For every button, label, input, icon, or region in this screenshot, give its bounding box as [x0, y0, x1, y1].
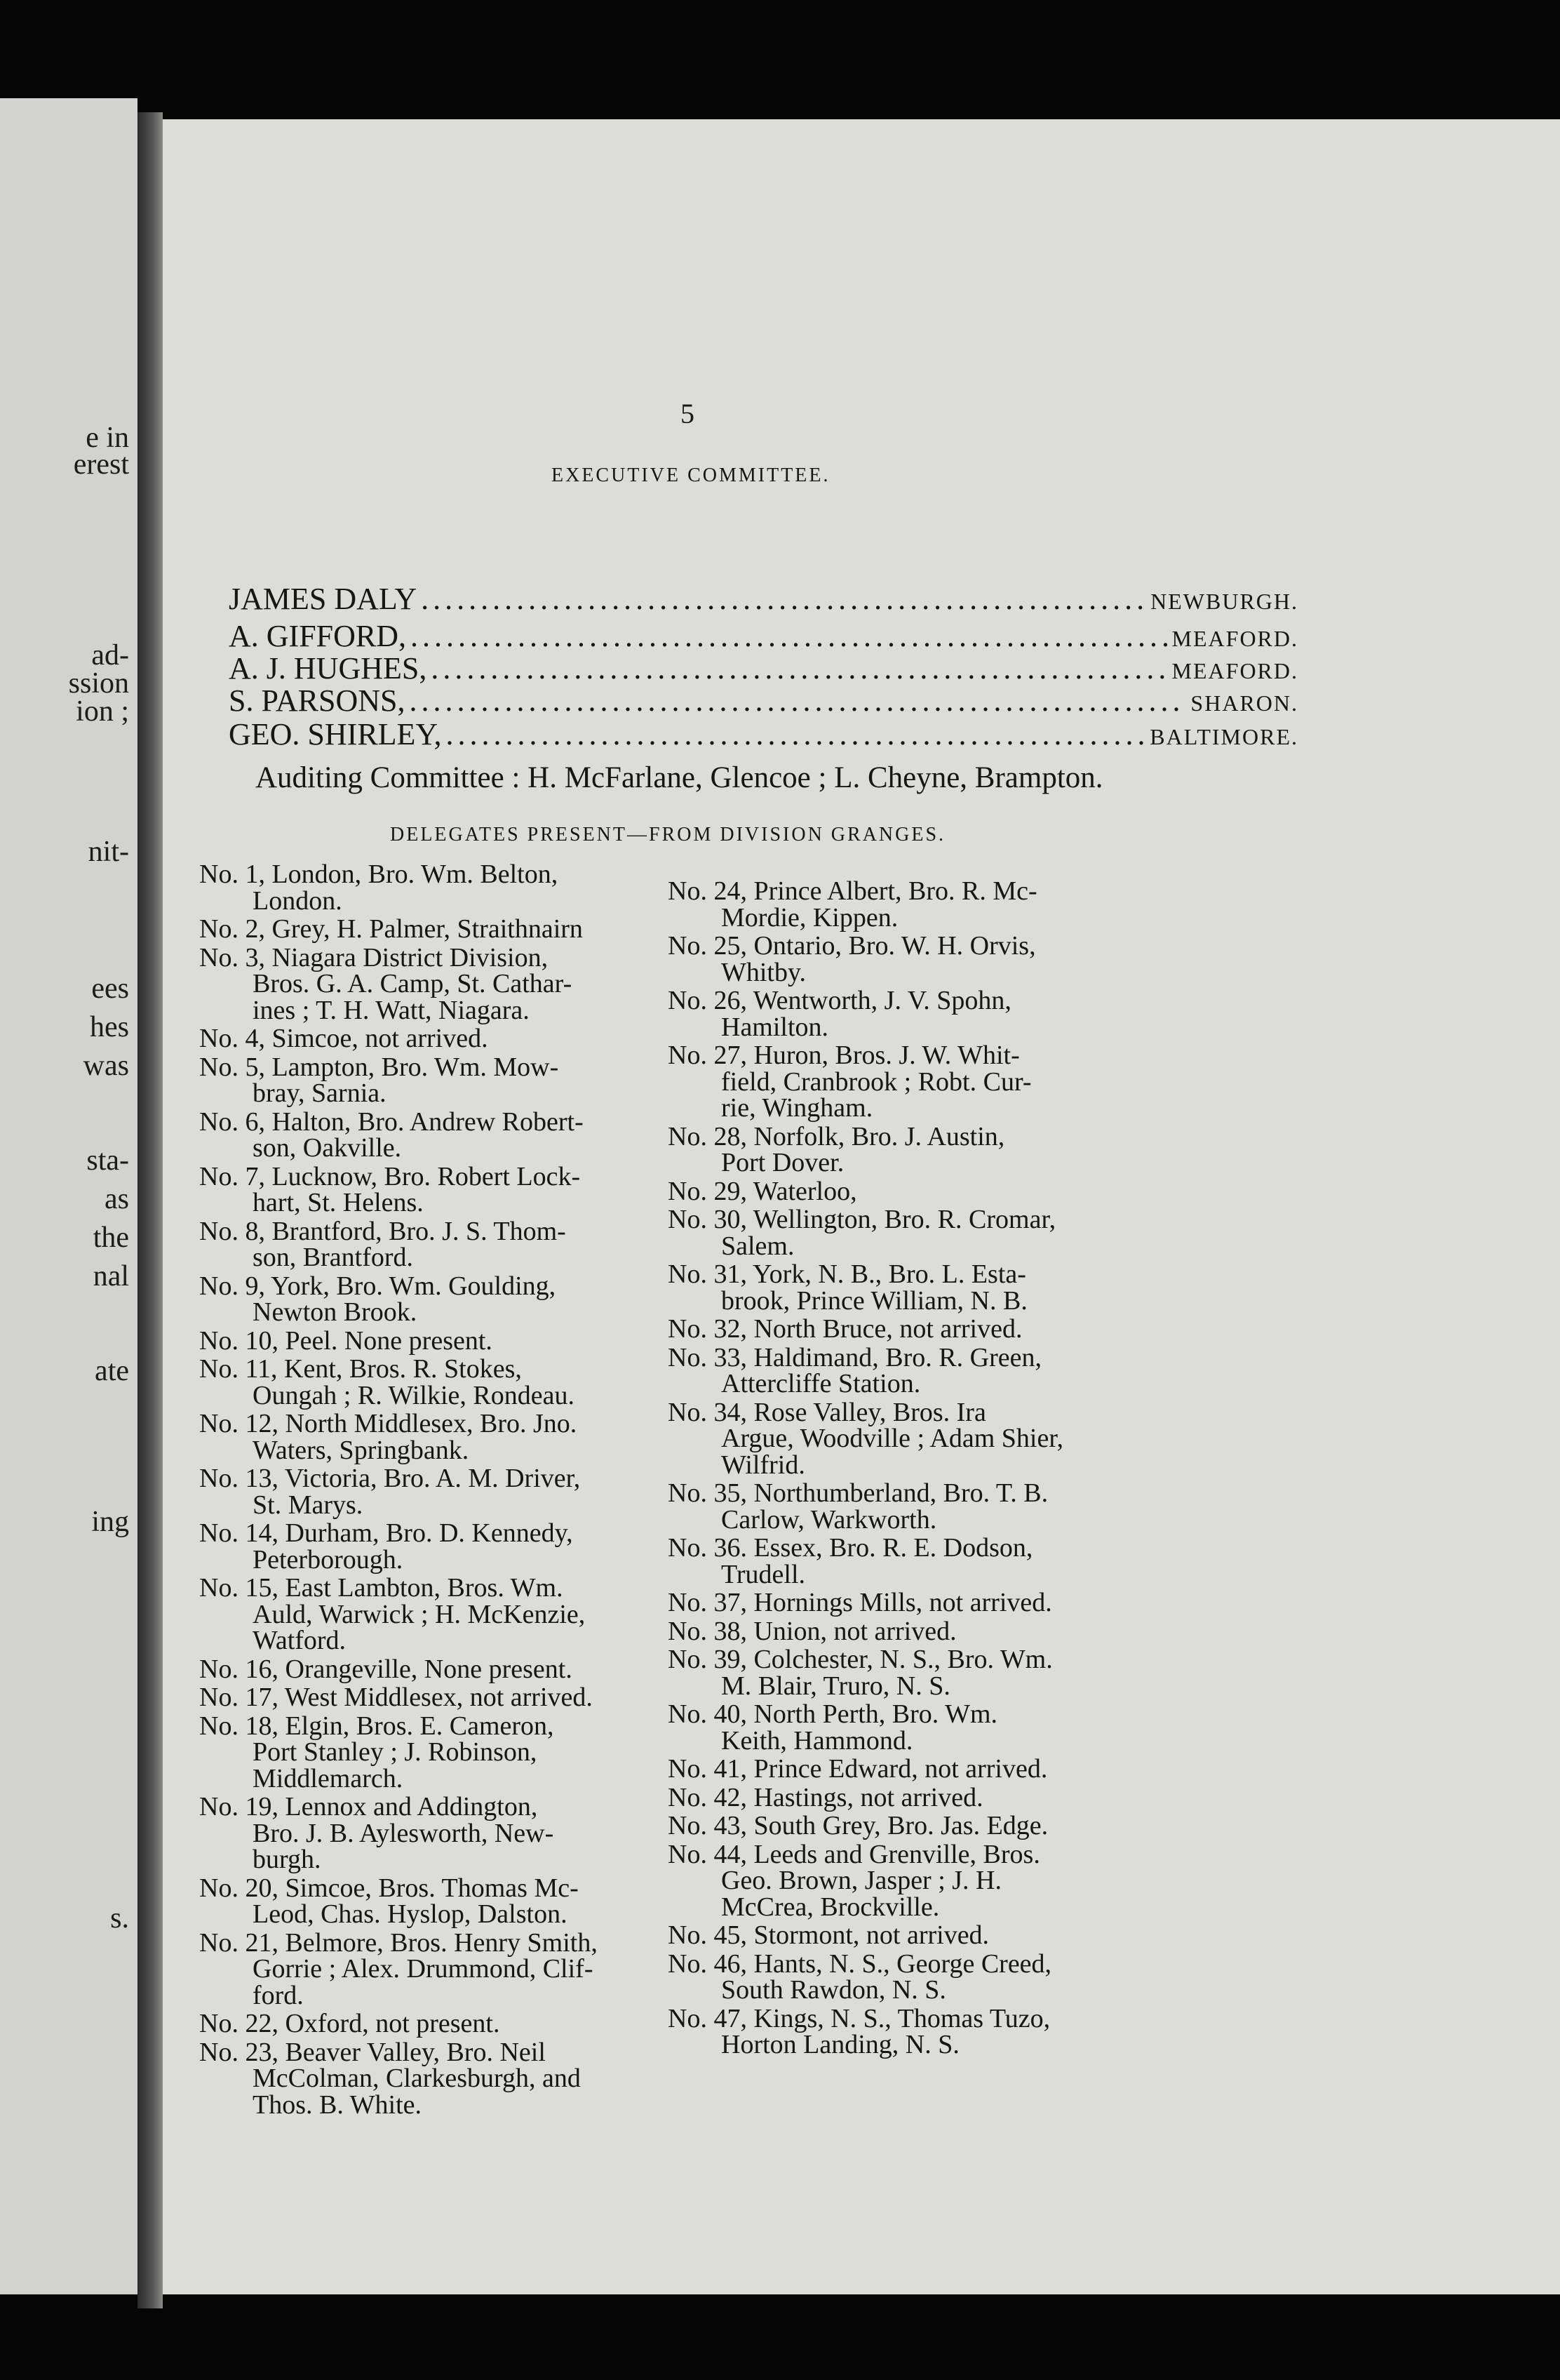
left-page-text-fragment: ad-	[91, 639, 129, 671]
delegate-entry	[668, 1535, 1173, 1588]
member-place: NEWBURGH.	[1150, 589, 1298, 614]
delegate-entry-line: rie, Wingham.	[721, 1093, 873, 1123]
delegate-entry-line: McColman, Clarkesburgh, and	[253, 2064, 581, 2093]
delegate-entry-line: No. 42, Hastings, not arrived.	[668, 1782, 983, 1812]
delegate-entry	[668, 1839, 1173, 1922]
delegate-entry-line: Wilfrid.	[721, 1450, 805, 1480]
delegate-entry-line: No. 36. Essex, Bro. R. E. Dodson,	[668, 1533, 1033, 1563]
delegate-entry	[199, 1411, 683, 1464]
delegate-entry-line: No. 6, Halton, Bro. Andrew Robert-	[199, 1107, 584, 1137]
delegate-entry	[668, 878, 1173, 931]
delegate-entry	[668, 1616, 1173, 1646]
delegate-entry-line: No. 32, North Bruce, not arrived.	[668, 1314, 1023, 1344]
delegate-entry-line: London.	[253, 885, 342, 916]
delegate-entry-line: No. 25, Ontario, Bro. W. H. Orvis,	[668, 931, 1036, 961]
delegate-entry	[199, 1713, 683, 1793]
delegate-entry-line: M. Blair, Truro, N. S.	[721, 1671, 950, 1701]
delegate-entry-line: No. 31, York, N. B., Bro. L. Esta-	[668, 1259, 1026, 1289]
delegate-entry-line: No. 4, Simcoe, not arrived.	[199, 1024, 488, 1053]
delegate-entry-line: No. 40, North Perth, Bro. Wm.	[668, 1699, 998, 1729]
delegate-entry	[199, 1273, 683, 1326]
executive-committee-row	[229, 683, 1298, 718]
delegate-entry-line: ford.	[253, 1980, 304, 2010]
delegate-entry-line: Horton Landing, N. S.	[721, 2030, 960, 2059]
delegate-entry	[668, 1480, 1173, 1533]
delegate-entry-line: No. 11, Kent, Bros. R. Stokes,	[199, 1354, 522, 1384]
delegate-entry-line: No. 15, East Lambton, Bros. Wm.	[199, 1573, 563, 1603]
delegate-entry	[199, 1109, 683, 1162]
delegate-entry-line: field, Cranbrook ; Robt. Cur-	[721, 1067, 1032, 1097]
delegate-entry	[668, 1920, 1173, 1950]
delegates-right-column	[668, 878, 1173, 2061]
delegate-entry-line: Bro. J. B. Aylesworth, New-	[253, 1818, 554, 1848]
executive-committee-row	[229, 581, 1298, 616]
delegate-entry	[199, 1794, 683, 1873]
delegate-entry-line: Mordie, Kippen.	[721, 902, 899, 932]
delegate-entry-line: No. 5, Lampton, Bro. Wm. Mow-	[199, 1052, 559, 1082]
delegate-entry-line: No. 43, South Grey, Bro. Jas. Edge.	[668, 1811, 1049, 1840]
delegate-entry	[199, 1466, 683, 1518]
delegate-entry	[199, 1325, 683, 1356]
delegate-entry-line: Carlow, Warkworth.	[721, 1504, 937, 1535]
member-name: A. J. HUGHES,	[229, 651, 427, 686]
delegate-entry-line: No. 14, Durham, Bro. D. Kennedy,	[199, 1518, 573, 1548]
delegate-entry-line: No. 30, Wellington, Bro. R. Cromar,	[668, 1205, 1056, 1234]
delegate-entry-line: Trudell.	[721, 1559, 806, 1589]
delegate-entry-line: Argue, Woodville ; Adam Shier,	[721, 1424, 1063, 1453]
delegate-entry-line: No. 22, Oxford, not present.	[199, 2009, 500, 2038]
delegate-entry-line: Watford.	[253, 1626, 347, 1655]
delegate-entry-line: Whitby.	[721, 957, 807, 987]
delegate-entry-line: No. 37, Hornings Mills, not arrived.	[668, 1588, 1052, 1617]
delegate-entry	[668, 1647, 1173, 1699]
left-page-text-fragment: nal	[93, 1260, 129, 1292]
delegate-entry-line: Bros. G. A. Camp, St. Cathar-	[253, 969, 572, 998]
delegate-entry-line: McCrea, Brockville.	[721, 1892, 940, 1922]
delegate-entry-line: Thos. B. White.	[253, 2090, 422, 2120]
executive-committee-row	[229, 650, 1298, 686]
delegate-entry-line: South Rawdon, N. S.	[721, 1975, 946, 2005]
auditing-committee-line: Auditing Committee : H. McFarlane, Glencoe ; L. Cheyne, Brampton.	[255, 761, 1103, 794]
delegate-entry	[199, 1026, 683, 1052]
delegate-entry-line: Middlemarch.	[253, 1763, 403, 1793]
member-name: JAMES DALY	[229, 582, 417, 616]
executive-committee-heading: EXECUTIVE COMMITTEE.	[551, 464, 831, 486]
delegate-entry-line: No. 13, Victoria, Bro. A. M. Driver,	[199, 1464, 581, 1493]
left-page-text-fragment: e in	[86, 422, 129, 454]
delegate-entry-line: No. 9, York, Bro. Wm. Goulding,	[199, 1271, 556, 1301]
dot-leader	[410, 618, 1167, 654]
delegate-entry	[668, 933, 1173, 986]
delegate-entry-line: No. 12, North Middlesex, Bro. Jno.	[199, 1409, 577, 1438]
delegate-entry-line: Geo. Brown, Jasper ; J. H.	[721, 1866, 1002, 1895]
delegate-entry-line: Keith, Hammond.	[721, 1725, 913, 1756]
delegate-entry	[668, 1590, 1173, 1617]
left-page-text-fragment: ing	[91, 1506, 129, 1538]
delegate-entry	[199, 1685, 683, 1711]
dot-leader	[446, 716, 1146, 752]
delegate-entry-line: No. 34, Rose Valley, Bros. Ira	[668, 1397, 986, 1427]
delegate-entry-line: No. 38, Union, not arrived.	[668, 1616, 957, 1646]
delegate-entry-line: Port Stanley ; J. Robinson,	[253, 1737, 537, 1767]
delegate-entry	[668, 1259, 1173, 1316]
delegate-entry-line: No. 45, Stormont, not arrived.	[668, 1920, 990, 1950]
delegate-entry-line: No. 39, Colchester, N. S., Bro. Wm.	[668, 1645, 1053, 1674]
delegate-entry	[668, 1316, 1173, 1343]
delegate-entry	[668, 1699, 1173, 1756]
delegate-entry-line: bray, Sarnia.	[253, 1078, 386, 1108]
left-page-text-fragment: ssion	[68, 667, 129, 700]
left-page-fragment	[0, 98, 137, 2294]
delegate-entry	[199, 1052, 683, 1108]
delegate-entry	[668, 1342, 1173, 1398]
delegate-entry-line: No. 33, Haldimand, Bro. R. Green,	[668, 1342, 1042, 1372]
member-name: GEO. SHIRLEY,	[229, 717, 442, 751]
delegate-entry-line: Hamilton.	[721, 1012, 829, 1042]
delegate-entry-line: No. 46, Hants, N. S., George Creed,	[668, 1948, 1052, 1979]
delegate-entry-line: No. 47, Kings, N. S., Thomas Tuzo,	[668, 2003, 1051, 2033]
executive-committee-row	[229, 618, 1298, 653]
delegate-entry	[668, 1121, 1173, 1177]
left-page-text-fragment: sta-	[86, 1144, 129, 1177]
delegate-entry-line: Leod, Chas. Hyslop, Dalston.	[253, 1899, 567, 1929]
delegate-entry-line: ines ; T. H. Watt, Niagara.	[253, 995, 530, 1025]
delegate-entry	[668, 1813, 1173, 1840]
delegate-entry	[199, 2037, 683, 2120]
left-page-text-fragment: erest	[73, 448, 129, 481]
left-page-text-fragment: as	[105, 1183, 129, 1215]
delegate-entry-line: Peterborough.	[253, 1544, 403, 1575]
delegate-entry-line: No. 19, Lennox and Addington,	[199, 1792, 538, 1821]
delegate-entry-line: No. 23, Beaver Valley, Bro. Neil	[199, 2037, 546, 2067]
delegate-entry-line: Gorrie ; Alex. Drummond, Clif-	[253, 1954, 593, 1984]
delegate-entry	[668, 1043, 1173, 1122]
member-place: MEAFORD.	[1171, 658, 1298, 683]
delegates-heading: DELEGATES PRESENT—FROM DIVISION GRANGES.	[390, 824, 946, 845]
delegate-entry-line: No. 44, Leeds and Grenville, Bros.	[668, 1839, 1040, 1869]
delegate-entry	[668, 1207, 1173, 1259]
delegate-entry	[199, 862, 683, 914]
delegate-entry-line: No. 8, Brantford, Bro. J. S. Thom-	[199, 1216, 566, 1246]
delegate-entry	[199, 1873, 683, 1929]
delegate-entry-line: Auld, Warwick ; H. McKenzie,	[253, 1599, 586, 1629]
delegate-entry	[668, 1397, 1173, 1480]
delegates-left-column	[199, 862, 683, 2120]
delegate-entry-line: No. 2, Grey, H. Palmer, Straithnairn	[199, 914, 583, 944]
delegate-entry-line: Attercliffe Station.	[721, 1369, 921, 1398]
member-place: MEAFORD.	[1171, 626, 1298, 651]
delegate-entry	[199, 1927, 683, 2010]
delegate-entry-line: No. 41, Prince Edward, not arrived.	[668, 1754, 1048, 1784]
delegate-entry-line: Port Dover.	[721, 1148, 845, 1177]
delegate-entry	[199, 942, 683, 1025]
delegate-entry	[199, 1575, 683, 1654]
left-page-text-fragment: nit-	[88, 836, 129, 868]
delegate-entry-line: No. 17, West Middlesex, not arrived.	[199, 1683, 593, 1712]
delegate-entry	[199, 2011, 683, 2038]
page-number: 5	[680, 398, 694, 429]
delegate-entry-line: burgh.	[253, 1845, 321, 1874]
delegate-entry	[668, 988, 1173, 1041]
left-page-text-fragment: ate	[95, 1355, 129, 1387]
delegate-entry	[199, 1356, 683, 1409]
delegate-entry-line: No. 21, Belmore, Bros. Henry Smith,	[199, 1927, 598, 1958]
delegate-entry	[668, 2003, 1173, 2059]
delegate-entry	[199, 1216, 683, 1272]
left-page-text-fragment: was	[83, 1050, 129, 1082]
delegate-entry-line: No. 28, Norfolk, Bro. J. Austin,	[668, 1121, 1005, 1151]
delegate-entry-line: Waters, Springbank.	[253, 1435, 469, 1465]
delegate-entry-line: son, Oakville.	[253, 1133, 402, 1163]
right-page	[163, 119, 1560, 2294]
delegate-entry	[668, 1756, 1173, 1783]
delegate-entry-line: Newton Brook.	[253, 1297, 417, 1327]
book-gutter	[137, 112, 163, 2308]
left-page-text-fragment: s.	[110, 1902, 129, 1934]
delegate-entry	[199, 1520, 683, 1573]
delegate-entry-line: Salem.	[721, 1231, 795, 1261]
delegate-entry-line: hart, St. Helens.	[253, 1188, 424, 1217]
delegate-entry-line: No. 24, Prince Albert, Bro. R. Mc-	[668, 876, 1037, 906]
left-page-text-fragment: the	[93, 1222, 129, 1254]
member-name: A. GIFFORD,	[229, 619, 407, 653]
delegate-entry	[199, 916, 683, 943]
executive-committee-row	[229, 716, 1298, 751]
delegate-entry	[199, 1161, 683, 1217]
dot-leader	[421, 581, 1146, 617]
left-page-text-fragment: hes	[90, 1011, 129, 1043]
delegate-entry-line: No. 1, London, Bro. Wm. Belton,	[199, 860, 558, 889]
delegate-entry	[668, 1948, 1173, 2005]
delegate-entry-line: No. 26, Wentworth, J. V. Spohn,	[668, 986, 1011, 1015]
delegate-entry-line: No. 18, Elgin, Bros. E. Cameron,	[199, 1711, 554, 1741]
delegate-entry-line: No. 27, Huron, Bros. J. W. Whit-	[668, 1041, 1020, 1070]
member-place: BALTIMORE.	[1150, 724, 1298, 749]
delegate-entry-line: Oungah ; R. Wilkie, Rondeau.	[253, 1380, 574, 1410]
delegate-entry-line: No. 29, Waterloo,	[668, 1176, 857, 1206]
delegate-entry-line: St. Marys.	[253, 1490, 363, 1520]
delegate-entry-line: son, Brantford.	[253, 1243, 414, 1272]
delegate-entry	[668, 1176, 1173, 1206]
left-page-text-fragment: ees	[91, 972, 129, 1005]
member-name: S. PARSONS,	[229, 683, 405, 718]
left-page-text-fragment: ion ;	[76, 695, 129, 728]
delegate-entry	[199, 1654, 683, 1684]
delegate-entry-line: No. 16, Orangeville, None present.	[199, 1654, 572, 1684]
delegate-entry-line: brook, Prince William, N. B.	[721, 1285, 1028, 1316]
member-place: SHARON.	[1190, 690, 1298, 716]
delegate-entry	[668, 1782, 1173, 1812]
delegate-entry-line: No. 10, Peel. None present.	[199, 1325, 492, 1356]
dot-leader	[431, 650, 1167, 686]
delegate-entry-line: No. 3, Niagara District Division,	[199, 942, 549, 972]
delegate-entry-line: No. 7, Lucknow, Bro. Robert Lock-	[199, 1161, 581, 1191]
delegate-entry-line: No. 20, Simcoe, Bros. Thomas Mc-	[199, 1873, 579, 1903]
delegate-entry-line: No. 35, Northumberland, Bro. T. B.	[668, 1478, 1049, 1508]
dot-leader	[410, 683, 1187, 718]
